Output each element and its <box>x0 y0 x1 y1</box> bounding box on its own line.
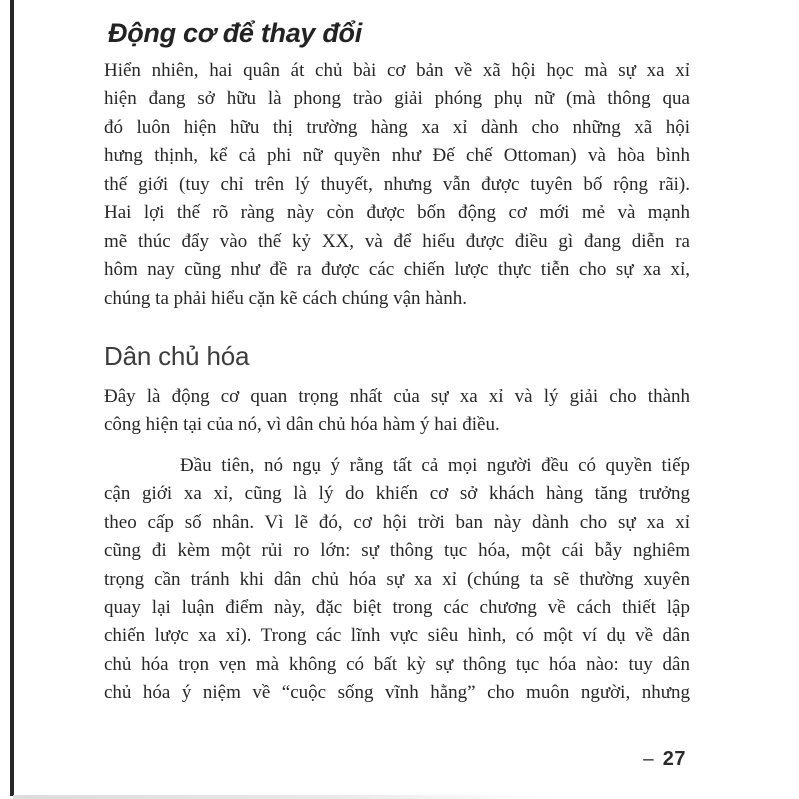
text-line: hưng thịnh, kể cả phi nữ quyền như Đế chế Ottoman) và hòa bình <box>104 145 690 167</box>
text-line: mẽ thúc đẩy vào thế kỷ XX, và để hiểu được điều gì đang diễn ra <box>104 230 690 252</box>
text-line: chúng ta phải hiểu cặn kẽ cách chúng vận hành. <box>104 287 467 309</box>
text-line: theo cấp số nhân. Vì lẽ đó, cơ hội trời ban này dành cho sự xa xỉ <box>104 511 690 533</box>
page-number-dash: – <box>643 748 654 770</box>
paragraph-3 <box>104 452 690 708</box>
text-line: đó luôn hiện hữu thị trường hàng xa xỉ dành cho những xã hội <box>104 116 690 138</box>
paragraph-2 <box>104 383 690 440</box>
paragraph-1 <box>104 57 690 313</box>
text-line: công hiện tại của nó, vì dân chủ hóa hàm ý hai điều. <box>104 414 500 436</box>
page-number <box>104 747 690 773</box>
text-line: chủ hóa trọn vẹn mà không có bất kỳ sự thông tục hóa nào: tuy dân <box>104 653 690 675</box>
text-line: trọng cần tránh khi dân chủ hóa sự xa xỉ (chúng ta sẽ thường xuyên <box>104 568 690 590</box>
subsection-heading: Dân chủ hóa <box>104 340 250 371</box>
text-line: Hai lợi thế rõ ràng này còn được bốn động cơ mới mẻ và mạnh <box>104 202 690 224</box>
text-line: quay lại luận điểm này, đặc biệt trong các chương về cách thiết lập <box>104 597 690 618</box>
text-line: Đầu tiên, nó ngụ ý rằng tất cả mọi người đều có quyền tiếp <box>180 454 690 476</box>
section-heading: Động cơ để thay đổi <box>108 18 362 48</box>
text-line: hôm nay cũng như đề ra được các chiến lược thực tiễn cho sự xa xỉ, <box>104 259 690 281</box>
page-content <box>104 0 690 773</box>
text-line: hiện đang sở hữu là phong trào giải phóng phụ nữ (mà thông qua <box>104 88 690 110</box>
text-line: chủ hóa ý niệm về “cuộc sống vĩnh hằng” cho muôn người, nhưng <box>104 682 690 704</box>
text-line: Đây là động cơ quan trọng nhất của sự xa xỉ và lý giải cho thành <box>104 385 690 407</box>
page-number-value: 27 <box>662 747 686 770</box>
text-line: thế giới (tuy chỉ trên lý thuyết, nhưng vẫn được tuyên bố rộng rãi). <box>104 173 690 195</box>
text-line: cận giới xa xỉ, cũng là lý do khiến cơ sở khách hàng tăng trưởng <box>104 483 690 505</box>
page-bottom-edge <box>13 795 553 799</box>
text-line: Hiển nhiên, hai quân át chủ bài cơ bản về xã hội học mà sự xa xỉ <box>104 60 690 81</box>
text-line: cũng đi kèm một rủi ro lớn: sự thông tục hóa, một cái bẫy nghiêm <box>104 540 690 562</box>
text-line: chiến lược xa xỉ). Trong các lĩnh vực siêu hình, có một ví dụ về dân <box>104 625 690 647</box>
page-left-edge-rule <box>10 0 14 796</box>
